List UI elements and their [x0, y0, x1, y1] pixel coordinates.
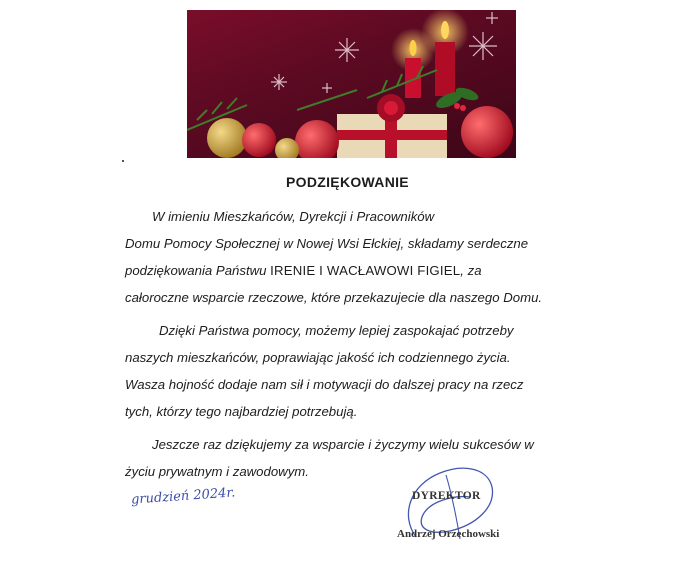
letter-title: PODZIĘKOWANIE — [286, 174, 409, 190]
scan-speck — [122, 160, 124, 162]
director-name: Andrzej Orzechowski — [397, 528, 500, 540]
paragraph-line: W imieniu Mieszkańców, Dyrekcji i Pracowników — [152, 209, 435, 224]
director-title: DYREKTOR — [412, 490, 481, 502]
paragraph-line: Jeszcze raz dziękujemy za wsparcie i życzymy wielu sukcesów w — [152, 437, 534, 452]
paragraph-line: całoroczne wsparcie rzeczowe, które przekazujecie dla naszego Domu. — [125, 290, 543, 305]
donor-names: IRENIE I WACŁAWOWI FIGIEL — [270, 263, 461, 278]
handwritten-date: grudzień 2024r. — [130, 485, 236, 508]
paragraph-line: naszych mieszkańców, poprawiając jakość ich codziennego życia. — [125, 350, 511, 365]
text-fragment: , za — [460, 263, 482, 278]
paragraph-line — [125, 263, 482, 279]
paragraph-line: tych, którzy tego najbardziej potrzebują. — [125, 404, 358, 419]
paragraph-line: Wasza hojność dodaje nam sił i motywacji do dalszej pracy na rzecz — [125, 377, 524, 392]
text-fragment: podziękowania Państwu — [125, 263, 271, 278]
paragraph-line: życiu prywatnym i zawodowym. — [125, 464, 309, 479]
paragraph-line: Dzięki Państwa pomocy, możemy lepiej zaspokajać potrzeby — [159, 323, 514, 338]
christmas-header-image — [187, 10, 516, 158]
paragraph-line: Domu Pomocy Społecznej w Nowej Wsi Ełckiej, składamy serdeczne — [125, 236, 529, 251]
